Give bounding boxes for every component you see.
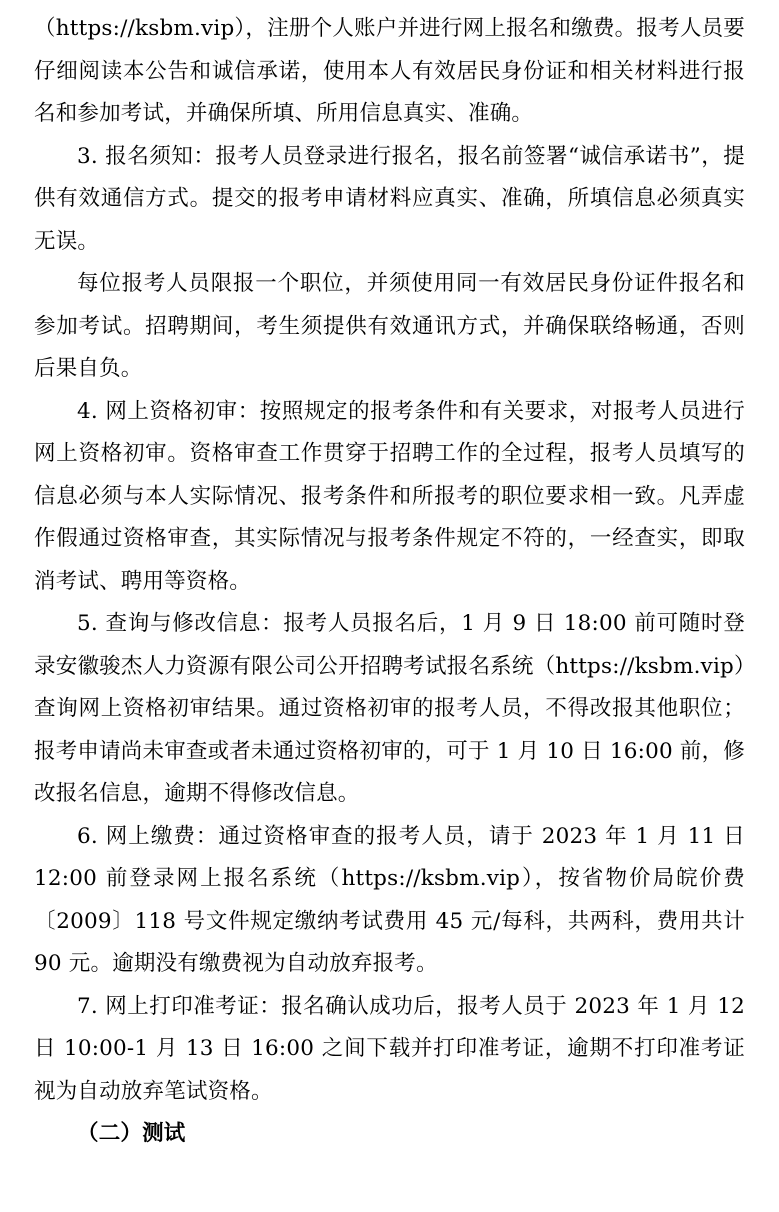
paragraph-item-5-query-modify: 5. 查询与修改信息：报考人员报名后，1 月 9 日 18:00 前可随时登录安徽骏杰人力资源有限公司公开招聘考试报名系统（https://ksbm.vip）查询网上资格初审结果。通过资格初审的报考人员，不得改报其他职位；报考申请尚未审查或者未通过资格初审的，可于 1 月 10 日 16:00 前，修改报名信息，逾期不得修改信息。 [34, 611, 746, 806]
paragraph-item-3-notice: 3. 报名须知：报考人员登录进行报名，报名前签署“诚信承诺书”，提供有效通信方式。提交的报考申请材料应真实、准确，所填信息必须真实无误。 [34, 143, 745, 254]
paragraph-one-position-only: 每位报考人员限报一个职位，并须使用同一有效居民身份证件报名和参加考试。招聘期间，考生须提供有效通讯方式，并确保联络畅通，否则后果自负。 [34, 271, 745, 381]
section-heading-test: （二）测试 [77, 1121, 186, 1146]
paragraph-item-4-qualification-review: 4. 网上资格初审：按照规定的报考条件和有关要求，对报考人员进行网上资格初审。资格审查工作贯穿于招聘工作的全过程，报考人员填写的信息必须与本人实际情况、报考条件和所报考的职位要求相一致。凡弄虚作假通过资格审查，其实际情况与报考条件规定不符的，一经查实，即取消考试、聘用等资格。 [34, 398, 745, 594]
paragraph-item-7-print-admission: 7. 网上打印准考证：报名确认成功后，报考人员于 2023 年 1 月 12 日 10:00-1 月 13 日 16:00 之间下载并打印准考证，逾期不打印准考证视为自动放弃笔试资格。 [34, 993, 753, 1104]
paragraph-item-6-online-payment: 6. 网上缴费：通过资格审查的报考人员，请于 2023 年 1 月 11 日 12:00 前登录网上报名系统（https://ksbm.vip），按省物价局皖价费〔2009〕118 号文件规定缴纳考试费用 45 元/每科，共两科，费用共计 90 元。逾期没有缴费视为自动放弃报考。 [34, 823, 753, 976]
paragraph-registration-site: （https://ksbm.vip），注册个人账户并进行网上报名和缴费。报考人员要仔细阅读本公告和诚信承诺，使用本人有效居民身份证和相关材料进行报名和参加考试，并确保所填、所用信息真实、准确。 [34, 16, 745, 126]
